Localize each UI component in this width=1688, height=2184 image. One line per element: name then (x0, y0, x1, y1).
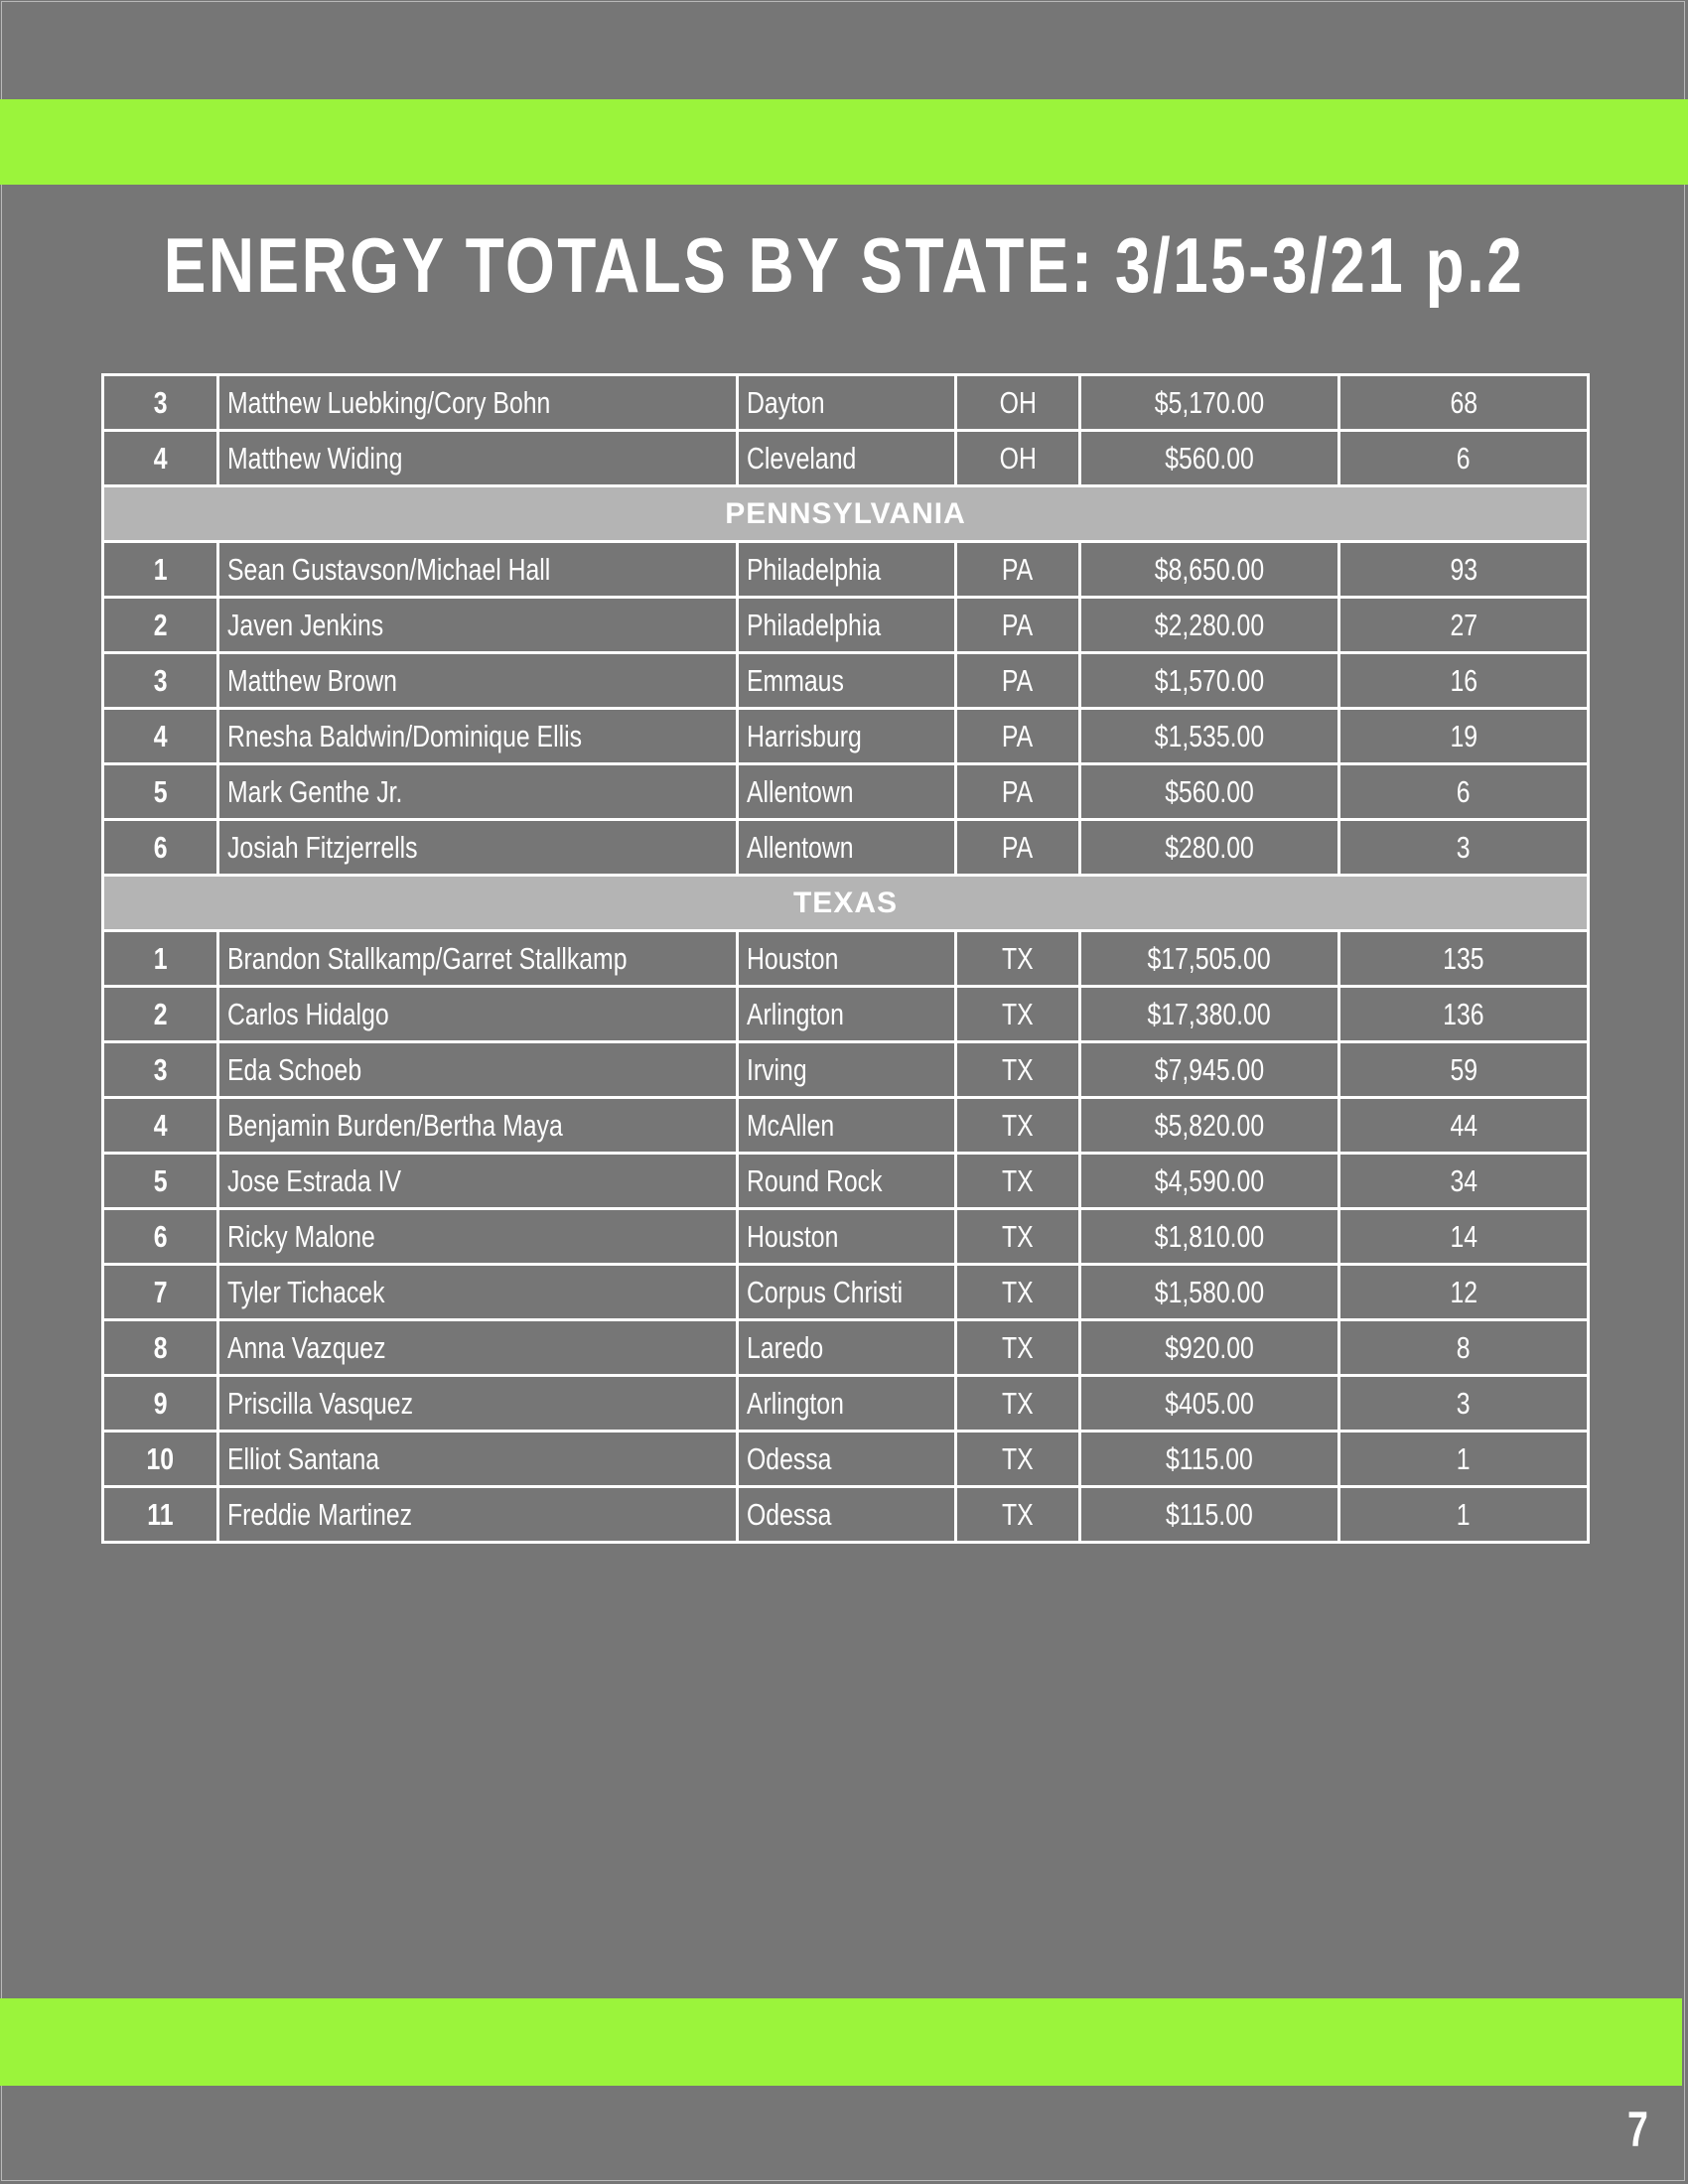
state-cell (956, 1209, 1080, 1265)
state-cell (956, 431, 1080, 486)
state-cell-text: TX (1002, 1219, 1034, 1254)
table-row (103, 987, 1589, 1042)
name-cell-text: Rnesha Baldwin/Dominique Ellis (227, 719, 583, 753)
name-cell (218, 431, 738, 486)
amount-cell (1080, 1209, 1339, 1265)
rank-cell-text: 7 (153, 1275, 168, 1309)
city-cell-text: Odessa (747, 1441, 832, 1476)
rank-cell-text: 2 (153, 997, 168, 1031)
name-cell-text: Freddie Martinez (227, 1497, 413, 1532)
amount-cell-text: $1,570.00 (1154, 663, 1265, 698)
state-cell (956, 1265, 1080, 1320)
name-cell-text: Matthew Brown (227, 663, 397, 698)
amount-cell (1080, 1154, 1339, 1209)
state-cell (956, 764, 1080, 820)
city-cell (738, 431, 956, 486)
amount-cell (1080, 709, 1339, 764)
count-cell-text: 135 (1443, 941, 1484, 976)
city-cell (738, 709, 956, 764)
name-cell (218, 987, 738, 1042)
city-cell (738, 1320, 956, 1376)
amount-cell (1080, 1098, 1339, 1154)
city-cell (738, 1487, 956, 1543)
count-cell (1339, 1209, 1589, 1265)
city-cell (738, 931, 956, 987)
count-cell (1339, 820, 1589, 876)
amount-cell (1080, 1042, 1339, 1098)
state-cell-text: TX (1002, 1497, 1034, 1532)
table-row (103, 431, 1589, 486)
state-cell (956, 1376, 1080, 1432)
city-cell-text: Emmaus (747, 663, 844, 698)
name-cell-text: Mark Genthe Jr. (227, 774, 403, 809)
city-cell (738, 1209, 956, 1265)
amount-cell (1080, 764, 1339, 820)
amount-cell (1080, 431, 1339, 486)
count-cell (1339, 709, 1589, 764)
rank-cell (103, 431, 218, 486)
count-cell (1339, 1487, 1589, 1543)
city-cell-text: Dayton (747, 385, 825, 420)
rank-cell (103, 931, 218, 987)
city-cell (738, 598, 956, 653)
state-cell (956, 542, 1080, 598)
state-cell (956, 375, 1080, 431)
state-cell-text: PA (1002, 774, 1034, 809)
rank-cell-text: 1 (153, 552, 168, 587)
city-cell (738, 764, 956, 820)
state-cell-text: PA (1002, 830, 1034, 865)
state-cell-text: TX (1002, 997, 1034, 1031)
name-cell-text: Carlos Hidalgo (227, 997, 389, 1031)
name-cell (218, 1209, 738, 1265)
table-row (103, 1154, 1589, 1209)
count-cell-text: 59 (1450, 1052, 1477, 1087)
state-cell (956, 1320, 1080, 1376)
page-number: 7 (1627, 2102, 1648, 2157)
bottom-accent-band (0, 1998, 1682, 2086)
state-cell-text: PA (1002, 552, 1034, 587)
name-cell-text: Tyler Tichacek (227, 1275, 385, 1309)
count-cell (1339, 375, 1589, 431)
energy-totals-table (101, 373, 1590, 1544)
rank-cell (103, 542, 218, 598)
count-cell (1339, 1154, 1589, 1209)
city-cell (738, 1432, 956, 1487)
count-cell (1339, 1376, 1589, 1432)
name-cell (218, 820, 738, 876)
state-cell (956, 1432, 1080, 1487)
rank-cell-text: 5 (153, 1163, 168, 1198)
rank-cell (103, 1432, 218, 1487)
table-row (103, 709, 1589, 764)
amount-cell-text: $4,590.00 (1154, 1163, 1265, 1198)
city-cell-text: Houston (747, 941, 839, 976)
name-cell-text: Jose Estrada IV (227, 1163, 402, 1198)
state-cell-text: TX (1002, 1330, 1034, 1365)
rank-cell (103, 1098, 218, 1154)
rank-cell (103, 375, 218, 431)
city-cell (738, 820, 956, 876)
table-row (103, 542, 1589, 598)
table-row (103, 1265, 1589, 1320)
state-cell-text: TX (1002, 1108, 1034, 1143)
amount-cell-text: $5,170.00 (1154, 385, 1265, 420)
count-cell (1339, 1042, 1589, 1098)
name-cell-text: Javen Jenkins (227, 608, 384, 642)
count-cell-text: 14 (1450, 1219, 1477, 1254)
rank-cell (103, 1154, 218, 1209)
city-cell (738, 375, 956, 431)
table-row (103, 1098, 1589, 1154)
rank-cell (103, 987, 218, 1042)
count-cell-text: 3 (1457, 1386, 1471, 1421)
count-cell-text: 44 (1450, 1108, 1477, 1143)
count-cell-text: 3 (1457, 830, 1471, 865)
city-cell-text: Round Rock (747, 1163, 883, 1198)
rank-cell-text: 4 (153, 719, 168, 753)
count-cell (1339, 1265, 1589, 1320)
rank-cell (103, 1209, 218, 1265)
state-cell (956, 1098, 1080, 1154)
amount-cell (1080, 1376, 1339, 1432)
rank-cell-text: 5 (153, 774, 168, 809)
city-cell (738, 542, 956, 598)
name-cell-text: Eda Schoeb (227, 1052, 362, 1087)
table-row (103, 1320, 1589, 1376)
state-cell (956, 1487, 1080, 1543)
table-row (103, 653, 1589, 709)
count-cell (1339, 1320, 1589, 1376)
city-cell-text: Arlington (747, 1386, 844, 1421)
city-cell (738, 1265, 956, 1320)
count-cell-text: 12 (1450, 1275, 1477, 1309)
state-cell-text: TX (1002, 1163, 1034, 1198)
rank-cell-text: 6 (153, 830, 168, 865)
table-row (103, 598, 1589, 653)
state-cell (956, 1154, 1080, 1209)
rank-cell (103, 1042, 218, 1098)
city-cell (738, 1376, 956, 1432)
name-cell-text: Anna Vazquez (227, 1330, 386, 1365)
table-row (103, 1042, 1589, 1098)
section-header: TEXAS (103, 876, 1589, 931)
name-cell-text: Ricky Malone (227, 1219, 375, 1254)
rank-cell-text: 9 (153, 1386, 168, 1421)
name-cell-text: Benjamin Burden/Bertha Maya (227, 1108, 563, 1143)
amount-cell-text: $280.00 (1165, 830, 1254, 865)
amount-cell (1080, 1487, 1339, 1543)
count-cell-text: 19 (1450, 719, 1477, 753)
state-cell-text: OH (999, 385, 1037, 420)
name-cell-text: Matthew Widing (227, 441, 403, 476)
rank-cell-text: 6 (153, 1219, 168, 1254)
state-cell (956, 987, 1080, 1042)
name-cell-text: Priscilla Vasquez (227, 1386, 413, 1421)
name-cell (218, 1432, 738, 1487)
count-cell-text: 27 (1450, 608, 1477, 642)
amount-cell-text: $1,810.00 (1154, 1219, 1265, 1254)
table-row (103, 1209, 1589, 1265)
city-cell-text: Philadelphia (747, 552, 882, 587)
count-cell-text: 6 (1457, 441, 1471, 476)
city-cell (738, 1098, 956, 1154)
name-cell (218, 375, 738, 431)
rank-cell (103, 1376, 218, 1432)
name-cell (218, 1154, 738, 1209)
state-cell (956, 931, 1080, 987)
count-cell (1339, 653, 1589, 709)
rank-cell-text: 10 (146, 1441, 175, 1476)
count-cell-text: 6 (1457, 774, 1471, 809)
city-cell-text: Corpus Christi (747, 1275, 904, 1309)
city-cell-text: Arlington (747, 997, 844, 1031)
amount-cell (1080, 653, 1339, 709)
name-cell (218, 1098, 738, 1154)
rank-cell-text: 4 (153, 441, 168, 476)
state-cell (956, 709, 1080, 764)
name-cell-text: Sean Gustavson/Michael Hall (227, 552, 551, 587)
name-cell (218, 1376, 738, 1432)
rank-cell (103, 820, 218, 876)
rank-cell (103, 1265, 218, 1320)
name-cell (218, 542, 738, 598)
name-cell (218, 653, 738, 709)
state-cell-text: TX (1002, 1052, 1034, 1087)
name-cell (218, 1487, 738, 1543)
amount-cell-text: $17,380.00 (1147, 997, 1272, 1031)
table-row (103, 375, 1589, 431)
section-header-row (103, 486, 1589, 542)
count-cell (1339, 1432, 1589, 1487)
state-cell-text: PA (1002, 719, 1034, 753)
amount-cell-text: $115.00 (1166, 1497, 1253, 1532)
rank-cell-text: 4 (153, 1108, 168, 1143)
rank-cell (103, 1487, 218, 1543)
city-cell-text: Harrisburg (747, 719, 862, 753)
city-cell-text: Cleveland (747, 441, 857, 476)
city-cell-text: Allentown (747, 830, 854, 865)
amount-cell (1080, 931, 1339, 987)
name-cell-text: Matthew Luebking/Cory Bohn (227, 385, 551, 420)
amount-cell-text: $1,535.00 (1154, 719, 1265, 753)
state-cell-text: TX (1002, 1386, 1034, 1421)
state-cell (956, 598, 1080, 653)
table-row (103, 931, 1589, 987)
table-row (103, 1376, 1589, 1432)
table-row (103, 820, 1589, 876)
amount-cell-text: $7,945.00 (1154, 1052, 1265, 1087)
count-cell (1339, 542, 1589, 598)
rank-cell (103, 709, 218, 764)
state-cell-text: TX (1002, 941, 1034, 976)
amount-cell (1080, 1265, 1339, 1320)
table-row (103, 1487, 1589, 1543)
count-cell-text: 1 (1457, 1441, 1471, 1476)
page-title: ENERGY TOTALS BY STATE: 3/15-3/21 p.2 (163, 221, 1525, 309)
count-cell-text: 93 (1450, 552, 1477, 587)
name-cell (218, 1320, 738, 1376)
city-cell-text: Allentown (747, 774, 854, 809)
state-cell-text: TX (1002, 1275, 1034, 1309)
table-row (103, 1432, 1589, 1487)
section-header: PENNSYLVANIA (103, 486, 1589, 542)
rank-cell-text: 3 (153, 1052, 168, 1087)
city-cell (738, 653, 956, 709)
rank-cell-text: 1 (153, 941, 168, 976)
amount-cell-text: $5,820.00 (1154, 1108, 1265, 1143)
amount-cell (1080, 820, 1339, 876)
count-cell (1339, 987, 1589, 1042)
amount-cell-text: $405.00 (1165, 1386, 1254, 1421)
amount-cell (1080, 1432, 1339, 1487)
amount-cell (1080, 598, 1339, 653)
table-body (103, 375, 1589, 1543)
table-row (103, 764, 1589, 820)
state-cell (956, 653, 1080, 709)
section-header-row (103, 876, 1589, 931)
amount-cell-text: $2,280.00 (1154, 608, 1265, 642)
count-cell (1339, 931, 1589, 987)
amount-cell-text: $17,505.00 (1147, 941, 1272, 976)
state-cell (956, 820, 1080, 876)
count-cell-text: 34 (1450, 1163, 1477, 1198)
rank-cell (103, 1320, 218, 1376)
count-cell-text: 136 (1443, 997, 1484, 1031)
count-cell (1339, 431, 1589, 486)
amount-cell-text: $1,580.00 (1154, 1275, 1265, 1309)
count-cell (1339, 1098, 1589, 1154)
name-cell (218, 1042, 738, 1098)
amount-cell (1080, 375, 1339, 431)
count-cell (1339, 598, 1589, 653)
count-cell-text: 1 (1457, 1497, 1471, 1532)
count-cell-text: 16 (1450, 663, 1477, 698)
city-cell-text: McAllen (747, 1108, 835, 1143)
amount-cell-text: $560.00 (1165, 441, 1254, 476)
rank-cell (103, 764, 218, 820)
amount-cell (1080, 1320, 1339, 1376)
name-cell (218, 764, 738, 820)
city-cell-text: Philadelphia (747, 608, 882, 642)
city-cell (738, 987, 956, 1042)
name-cell-text: Brandon Stallkamp/Garret Stallkamp (227, 941, 628, 976)
amount-cell-text: $115.00 (1166, 1441, 1253, 1476)
name-cell (218, 709, 738, 764)
rank-cell (103, 598, 218, 653)
name-cell (218, 1265, 738, 1320)
amount-cell (1080, 987, 1339, 1042)
top-accent-band (0, 99, 1688, 185)
state-cell-text: OH (999, 441, 1037, 476)
city-cell-text: Irving (747, 1052, 807, 1087)
amount-cell-text: $8,650.00 (1154, 552, 1265, 587)
rank-cell-text: 3 (153, 385, 168, 420)
rank-cell-text: 2 (153, 608, 168, 642)
amount-cell-text: $560.00 (1165, 774, 1254, 809)
rank-cell-text: 3 (153, 663, 168, 698)
state-cell-text: PA (1002, 608, 1034, 642)
city-cell-text: Laredo (747, 1330, 824, 1365)
city-cell-text: Houston (747, 1219, 839, 1254)
city-cell (738, 1042, 956, 1098)
state-cell-text: PA (1002, 663, 1034, 698)
rank-cell-text: 11 (147, 1497, 174, 1532)
amount-cell (1080, 542, 1339, 598)
amount-cell-text: $920.00 (1165, 1330, 1254, 1365)
name-cell (218, 598, 738, 653)
state-cell-text: TX (1002, 1441, 1034, 1476)
city-cell-text: Odessa (747, 1497, 832, 1532)
rank-cell-text: 8 (153, 1330, 168, 1365)
name-cell-text: Elliot Santana (227, 1441, 380, 1476)
count-cell (1339, 764, 1589, 820)
city-cell (738, 1154, 956, 1209)
name-cell (218, 931, 738, 987)
count-cell-text: 8 (1457, 1330, 1471, 1365)
state-cell (956, 1042, 1080, 1098)
count-cell-text: 68 (1450, 385, 1477, 420)
name-cell-text: Josiah Fitzjerrells (227, 830, 418, 865)
rank-cell (103, 653, 218, 709)
